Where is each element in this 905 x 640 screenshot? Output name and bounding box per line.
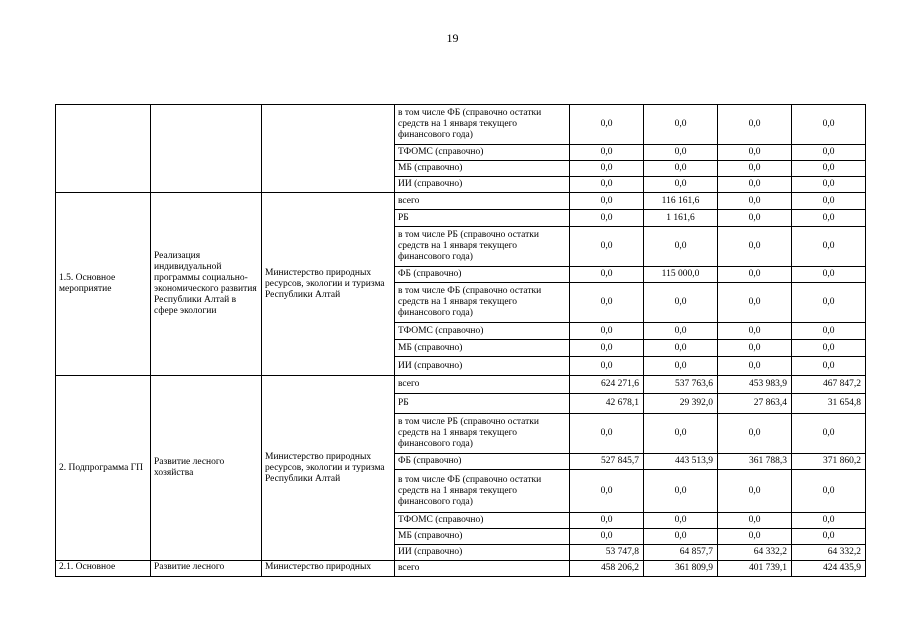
- amount-cell: 31 654,8: [792, 394, 866, 414]
- amount-cell: 0,0: [570, 513, 644, 529]
- executor-name: Министерство природных: [262, 561, 395, 577]
- measure-code: [56, 105, 151, 193]
- funding-source-label: РБ: [395, 394, 570, 414]
- amount-cell: 0,0: [644, 105, 718, 145]
- amount-cell: 116 161,6: [644, 193, 718, 210]
- amount-cell: 0,0: [570, 161, 644, 177]
- amount-cell: 0,0: [644, 357, 718, 376]
- amount-cell: 0,0: [570, 323, 644, 340]
- funding-source-label: ИИ (справочно): [395, 357, 570, 376]
- amount-cell: 0,0: [570, 193, 644, 210]
- funding-source-label: ИИ (справочно): [395, 545, 570, 561]
- amount-cell: 0,0: [644, 227, 718, 267]
- table-row: [56, 193, 866, 210]
- amount-cell: 453 983,9: [718, 376, 792, 394]
- amount-cell: 0,0: [718, 210, 792, 227]
- page-number: 19: [446, 31, 459, 45]
- amount-cell: 0,0: [792, 210, 866, 227]
- amount-cell: 0,0: [718, 177, 792, 193]
- funding-source-label: МБ (справочно): [395, 340, 570, 357]
- amount-cell: 0,0: [792, 105, 866, 145]
- amount-cell: 0,0: [718, 470, 792, 513]
- amount-cell: 0,0: [718, 340, 792, 357]
- measure-code: 2. Подпрограмма ГП: [56, 376, 151, 561]
- budget-table: [55, 104, 866, 577]
- amount-cell: 0,0: [718, 513, 792, 529]
- amount-cell: 64 332,2: [792, 545, 866, 561]
- measure-code: 1.5. Основное мероприятие: [56, 193, 151, 376]
- amount-cell: 0,0: [644, 283, 718, 323]
- amount-cell: 0,0: [570, 283, 644, 323]
- amount-cell: 0,0: [792, 267, 866, 283]
- amount-cell: 64 857,7: [644, 545, 718, 561]
- amount-cell: 0,0: [570, 177, 644, 193]
- amount-cell: 0,0: [570, 470, 644, 513]
- amount-cell: 29 392,0: [644, 394, 718, 414]
- amount-cell: 0,0: [570, 357, 644, 376]
- funding-source-label: в том числе ФБ (справочно остатки средств на 1 января текущего финансового года): [395, 470, 570, 513]
- amount-cell: 0,0: [718, 193, 792, 210]
- funding-source-label: в том числе ФБ (справочно остатки средств на 1 января текущего финансового года): [395, 105, 570, 145]
- amount-cell: 0,0: [644, 529, 718, 545]
- funding-source-label: МБ (справочно): [395, 529, 570, 545]
- measure-code: 2.1. Основное: [56, 561, 151, 577]
- amount-cell: 0,0: [792, 529, 866, 545]
- amount-cell: 0,0: [792, 193, 866, 210]
- measure-name: Развитие лесного хозяйства: [151, 376, 262, 561]
- amount-cell: 0,0: [792, 470, 866, 513]
- amount-cell: 361 809,9: [644, 561, 718, 577]
- amount-cell: 443 513,9: [644, 454, 718, 470]
- amount-cell: 0,0: [718, 161, 792, 177]
- amount-cell: 401 739,1: [718, 561, 792, 577]
- amount-cell: 467 847,2: [792, 376, 866, 394]
- amount-cell: 0,0: [718, 529, 792, 545]
- amount-cell: 0,0: [644, 340, 718, 357]
- amount-cell: 0,0: [644, 161, 718, 177]
- amount-cell: 458 206,2: [570, 561, 644, 577]
- measure-name: [151, 105, 262, 193]
- funding-source-label: ФБ (справочно): [395, 454, 570, 470]
- amount-cell: 53 747,8: [570, 545, 644, 561]
- amount-cell: 64 332,2: [718, 545, 792, 561]
- amount-cell: 0,0: [792, 161, 866, 177]
- amount-cell: 0,0: [792, 323, 866, 340]
- funding-source-label: ИИ (справочно): [395, 177, 570, 193]
- table-row: [56, 561, 866, 577]
- amount-cell: 0,0: [570, 145, 644, 161]
- amount-cell: 0,0: [644, 470, 718, 513]
- funding-source-label: всего: [395, 193, 570, 210]
- funding-source-label: всего: [395, 561, 570, 577]
- funding-source-label: всего: [395, 376, 570, 394]
- amount-cell: 0,0: [718, 227, 792, 267]
- amount-cell: 0,0: [570, 227, 644, 267]
- amount-cell: 0,0: [718, 414, 792, 454]
- amount-cell: 0,0: [570, 210, 644, 227]
- funding-source-label: в том числе ФБ (справочно остатки средств на 1 января текущего финансового года): [395, 283, 570, 323]
- amount-cell: 27 863,4: [718, 394, 792, 414]
- amount-cell: 0,0: [644, 145, 718, 161]
- measure-name: Развитие лесного: [151, 561, 262, 577]
- funding-source-label: ФБ (справочно): [395, 267, 570, 283]
- amount-cell: 0,0: [792, 340, 866, 357]
- executor-name: [262, 105, 395, 193]
- amount-cell: 0,0: [718, 145, 792, 161]
- amount-cell: 0,0: [792, 283, 866, 323]
- amount-cell: 0,0: [792, 177, 866, 193]
- funding-source-label: в том числе РБ (справочно остатки средств на 1 января текущего финансового года): [395, 414, 570, 454]
- amount-cell: 115 000,0: [644, 267, 718, 283]
- amount-cell: 624 271,6: [570, 376, 644, 394]
- amount-cell: 0,0: [792, 414, 866, 454]
- amount-cell: 0,0: [718, 267, 792, 283]
- amount-cell: 0,0: [792, 513, 866, 529]
- funding-source-label: РБ: [395, 210, 570, 227]
- amount-cell: 0,0: [718, 323, 792, 340]
- amount-cell: 42 678,1: [570, 394, 644, 414]
- funding-source-label: МБ (справочно): [395, 161, 570, 177]
- amount-cell: 0,0: [570, 267, 644, 283]
- amount-cell: 0,0: [718, 357, 792, 376]
- amount-cell: 0,0: [792, 357, 866, 376]
- amount-cell: 0,0: [792, 227, 866, 267]
- amount-cell: 0,0: [644, 177, 718, 193]
- amount-cell: 424 435,9: [792, 561, 866, 577]
- amount-cell: 0,0: [570, 414, 644, 454]
- amount-cell: 0,0: [570, 340, 644, 357]
- table-row: [56, 105, 866, 145]
- amount-cell: 527 845,7: [570, 454, 644, 470]
- measure-name: Реализация индивидуальной программы социально-экономического развития Республики Алтай в сфере экологии: [151, 193, 262, 376]
- amount-cell: 0,0: [718, 105, 792, 145]
- amount-cell: 371 860,2: [792, 454, 866, 470]
- executor-name: Министерство природных ресурсов, экологии и туризма Республики Алтай: [262, 193, 395, 376]
- funding-source-label: ТФОМС (справочно): [395, 513, 570, 529]
- amount-cell: 0,0: [644, 323, 718, 340]
- table-row: [56, 376, 866, 394]
- funding-source-label: в том числе РБ (справочно остатки средств на 1 января текущего финансового года): [395, 227, 570, 267]
- amount-cell: 537 763,6: [644, 376, 718, 394]
- amount-cell: 0,0: [570, 529, 644, 545]
- amount-cell: 361 788,3: [718, 454, 792, 470]
- executor-name: Министерство природных ресурсов, экологии и туризма Республики Алтай: [262, 376, 395, 561]
- amount-cell: 0,0: [644, 414, 718, 454]
- amount-cell: 1 161,6: [644, 210, 718, 227]
- funding-source-label: ТФОМС (справочно): [395, 145, 570, 161]
- amount-cell: 0,0: [718, 283, 792, 323]
- funding-source-label: ТФОМС (справочно): [395, 323, 570, 340]
- amount-cell: 0,0: [570, 105, 644, 145]
- amount-cell: 0,0: [644, 513, 718, 529]
- amount-cell: 0,0: [792, 145, 866, 161]
